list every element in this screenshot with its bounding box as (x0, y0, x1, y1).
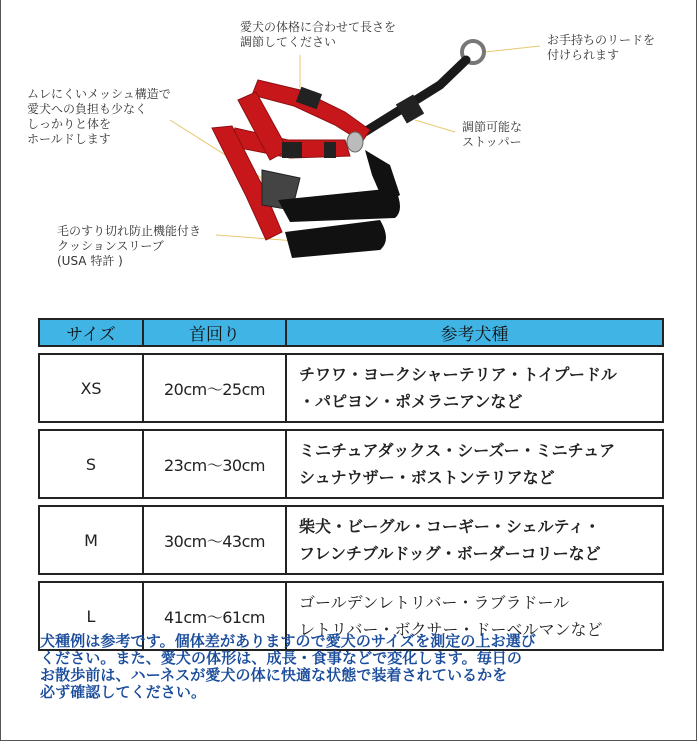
callout-sleeve: 毛のすり切れ防止機能付き クッションスリーブ (USA 特許 ) (57, 224, 202, 268)
header-breed: 参考犬種 (286, 319, 663, 346)
table-row (39, 506, 663, 574)
breed-line: レトリバー・ボクサー・ドーベルマンなど (299, 620, 603, 639)
size-cell: XS (39, 354, 143, 422)
table-row (39, 430, 663, 498)
callout-length-adjust: 愛犬の体格に合わせて長さを 調節してください (240, 20, 397, 49)
buckle-side (324, 142, 336, 158)
size-cell: M (39, 506, 143, 574)
sleeve-lower (285, 220, 386, 258)
callout-mesh: ムレにくいメッシュ構造で 愛犬への負担も少なく しっかりと体を ホールドします (27, 87, 171, 146)
notice-line: 必ず確認してください。 (40, 683, 207, 701)
neck-cell: 23cm～30cm (143, 430, 286, 498)
harness-diagram (0, 0, 699, 305)
callout-stopper: 調節可能な ストッパー (462, 120, 523, 149)
neck-cell: 20cm～25cm (143, 354, 286, 422)
breed-line: ミニチュアダックス・シーズー・ミニチュア (299, 441, 616, 460)
header-neck: 首回り (143, 319, 286, 346)
breed-line: 柴犬・ビーグル・コーギー・シェルティ・ (299, 517, 601, 536)
size-cell: S (39, 430, 143, 498)
leader-lead (485, 46, 540, 52)
notice-line: 犬種例は参考です。個体差がありますので愛犬のサイズを測定の上お選び (40, 632, 536, 650)
breed-line: ゴールデンレトリバー・ラブラドール (299, 593, 570, 612)
breed-cell (286, 506, 663, 574)
breed-line: ・パピヨン・ポメラニアンなど (299, 392, 523, 411)
size-cell: L (39, 582, 143, 650)
header-size: サイズ (39, 319, 143, 346)
callout-lead-attach: お手持ちのリードを 付けられます (547, 33, 656, 62)
breed-cell (286, 354, 663, 422)
breed-line: フレンチブルドッグ・ボーダーコリーなど (299, 544, 601, 563)
breed-cell (286, 430, 663, 498)
buckle-middle (282, 142, 302, 158)
neck-cell: 41cm～61cm (143, 582, 286, 650)
leader-stopper (415, 120, 455, 132)
metal-clip (347, 132, 363, 152)
notice-text (40, 633, 665, 701)
breed-line: シュナウザー・ボストンテリアなど (299, 468, 555, 487)
neck-cell: 30cm～43cm (143, 506, 286, 574)
size-table (38, 318, 664, 651)
notice-line: ください。また、愛犬の体形は、成長・食事などで変化します。毎日の (40, 649, 523, 667)
notice-line: お散歩前は、ハーネスが愛犬の体に快適な状態で装着されているかを (40, 666, 508, 684)
breed-line: チワワ・ヨークシャーテリア・トイプードル (299, 365, 617, 384)
table-row (39, 354, 663, 422)
table-header-row (39, 319, 663, 346)
